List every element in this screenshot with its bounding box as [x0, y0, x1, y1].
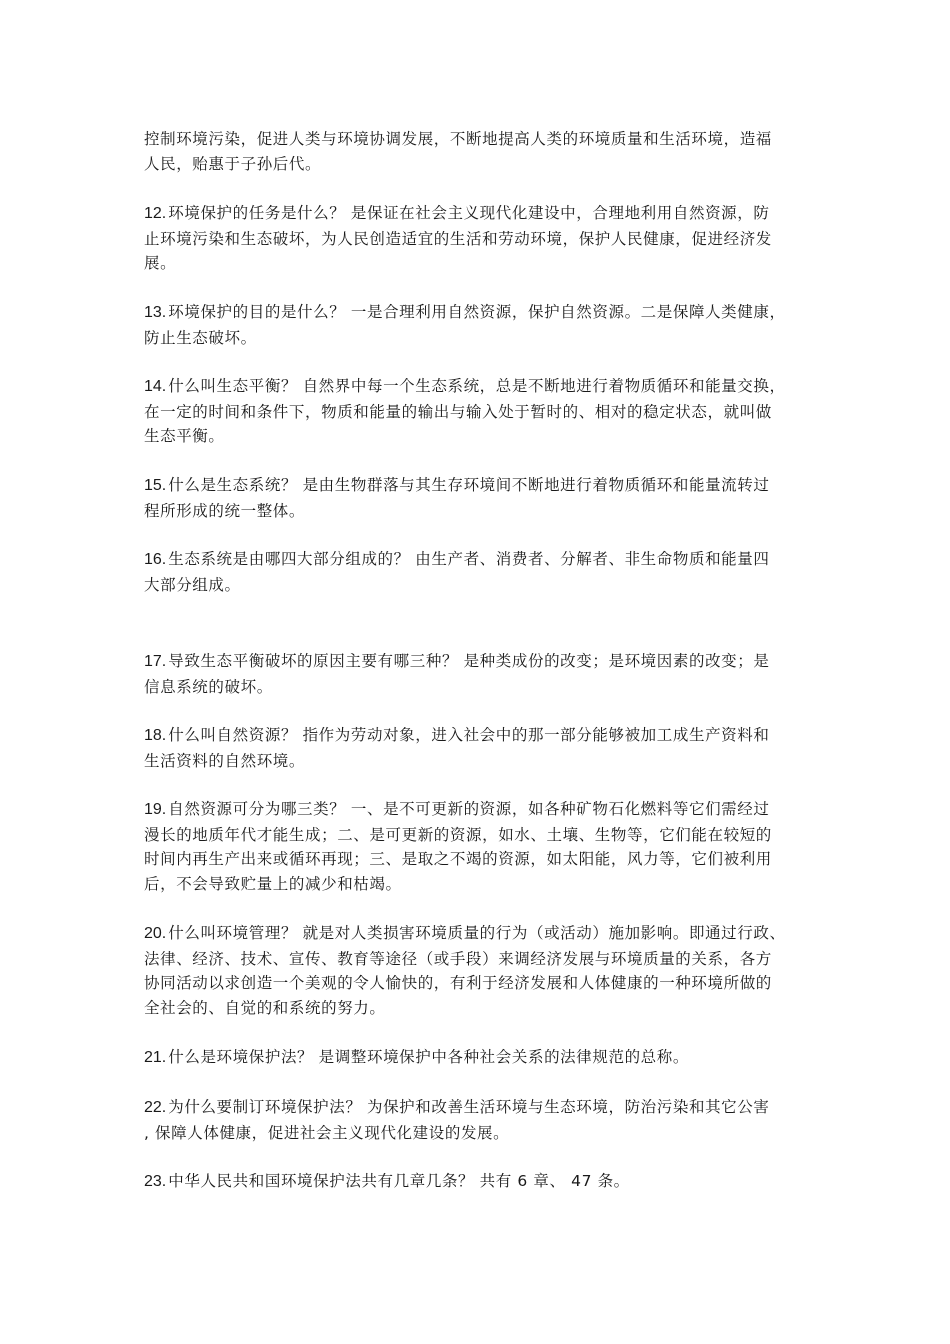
text-line: 生态系统是由哪四大部分组成的？ 由生产者、消费者、分解者、非生命物质和能量四 — [168, 550, 770, 568]
question-number: 17. — [144, 653, 167, 670]
text-line: , 保障人体健康，促进社会主义现代化建设的发展。 — [144, 1123, 510, 1142]
question-16 — [144, 547, 816, 597]
text-line: 协同活动以求创造一个美观的令人愉快的，有利于经济发展和人体健康的一种环境所做的 — [144, 974, 772, 992]
question-22 — [144, 1095, 816, 1145]
text-line: 生态平衡。 — [144, 427, 225, 445]
text-line: 什么叫环境管理？ 就是对人类损害环境质量的行为（或活动）施加影响。即通过行政、 — [168, 924, 786, 942]
question-21 — [144, 1045, 816, 1071]
text-line: 大部分组成。 — [144, 575, 241, 594]
question-number: 15. — [144, 477, 167, 494]
question-number: 16. — [144, 551, 167, 568]
question-number: 23. — [144, 1173, 167, 1190]
question-number: 20. — [144, 925, 167, 942]
text-line: 止环境污染和生态破坏，为人民创造适宜的生活和劳动环境，保护人民健康，促进经济发 — [144, 229, 772, 248]
paragraph-continuation — [144, 127, 816, 176]
text-line: 控制环境污染，促进人类与环境协调发展，不断地提高人类的环境质量和生活环境，造福 — [144, 130, 772, 148]
text-line: 全社会的、自觉的和系统的努力。 — [144, 998, 386, 1017]
text-line: 时间内再生产出来或循环再现；三、是取之不竭的资源，如太阳能，风力等，它们被利用 — [144, 850, 772, 868]
question-19 — [144, 797, 816, 896]
text-line: 什么是生态系统？ 是由生物群落与其生存环境间不断地进行着物质循环和能量流转过 — [168, 476, 770, 494]
text-line: 生活资料的自然环境。 — [144, 751, 306, 770]
text-line: 在一定的时间和条件下，物质和能量的输出与输入处于暂时的、相对的稳定状态，就叫做 — [144, 402, 772, 421]
text-line: 展。 — [144, 254, 177, 272]
text-line: 什么叫自然资源？ 指作为劳动对象，进入社会中的那一部分能够被加工成生产资料和 — [168, 726, 770, 744]
text-line: 漫长的地质年代才能生成；二、是可更新的资源，如水、土壤、生物等，它们能在较短的 — [144, 825, 772, 844]
question-number: 14. — [144, 378, 167, 395]
question-12 — [144, 201, 816, 276]
text-line: 防止生态破坏。 — [144, 328, 257, 347]
text-line: 为什么要制订环境保护法？ 为保护和改善生活环境与生态环境，防治污染和其它公害 — [168, 1098, 770, 1116]
question-number: 18. — [144, 727, 167, 744]
question-number: 22. — [144, 1099, 167, 1116]
text-line: 自然资源可分为哪三类？ 一、是不可更新的资源，如各种矿物石化燃料等它们需经过 — [168, 800, 770, 818]
question-14 — [144, 374, 816, 449]
text-line: 程所形成的统一整体。 — [144, 501, 306, 520]
text-line: 导致生态平衡破坏的原因主要有哪三种？ 是种类成份的改变；是环境因素的改变；是 — [168, 652, 770, 670]
text-line: 法律、经济、技术、宣传、教育等途径（或手段）来调经济发展与环境质量的关系，各方 — [144, 949, 772, 968]
question-number: 13. — [144, 304, 167, 321]
question-20 — [144, 921, 816, 1020]
question-number: 19. — [144, 801, 167, 818]
text-line: 什么叫生态平衡？ 自然界中每一个生态系统，总是不断地进行着物质循环和能量交换， — [168, 377, 786, 395]
text-line: 后，不会导致贮量上的减少和枯竭。 — [144, 874, 402, 893]
question-23 — [144, 1169, 816, 1195]
question-13 — [144, 300, 816, 350]
text-line: 什么是环境保护法？ 是调整环境保护中各种社会关系的法律规范的总称。 — [168, 1048, 689, 1066]
text-line: 中华人民共和国环境保护法共有几章几条？ 共有 6 章、 47 条。 — [168, 1172, 630, 1190]
question-15 — [144, 473, 816, 523]
text-line: 信息系统的破坏。 — [144, 677, 273, 696]
text-line: 人民，贻惠于子孙后代。 — [144, 154, 322, 173]
text-line: 环境保护的目的是什么？ 一是合理利用自然资源，保护自然资源。二是保障人类健康， — [168, 303, 786, 321]
question-number: 21. — [144, 1049, 167, 1066]
text-line: 环境保护的任务是什么？ 是保证在社会主义现代化建设中，合理地利用自然资源，防 — [168, 204, 770, 222]
question-17 — [144, 649, 816, 699]
question-18 — [144, 723, 816, 773]
question-number: 12. — [144, 205, 167, 222]
